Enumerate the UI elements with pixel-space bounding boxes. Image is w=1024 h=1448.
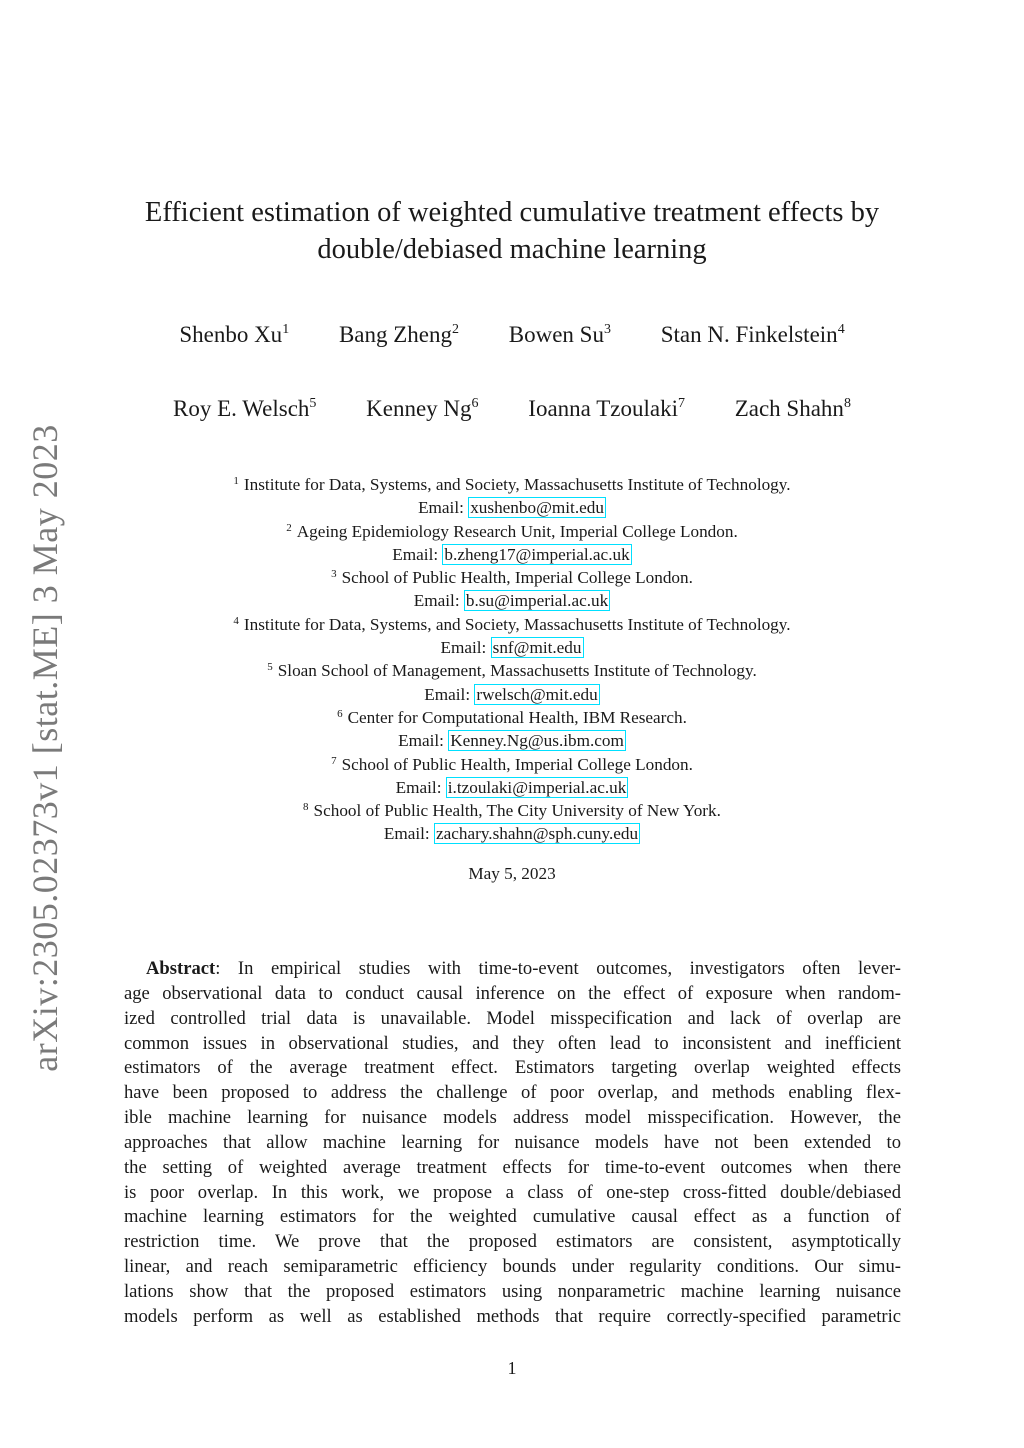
author-row (0, 322, 1024, 348)
author-name: Bang Zheng (338, 322, 452, 347)
author (509, 322, 611, 348)
abstract-line: have been proposed to address the challenge of poor overlap, and methods enabling flex- (124, 1082, 901, 1104)
abstract-line: the setting of weighted average treatment effects for time-to-event outcomes when there (124, 1156, 901, 1178)
abstract-line: estimators of the average treatment effect. Estimators targeting overlap weighted effects (124, 1057, 901, 1079)
email-label: Email: (395, 777, 442, 797)
affiliation (0, 753, 1024, 776)
arxiv-identifier: arXiv:2305.02373v1 [stat.ME] 3 May 2023 (25, 424, 65, 1072)
affiliation-text: School of Public Health, Imperial College London. (341, 568, 693, 588)
author-name: Ioanna Tzoulaki (528, 396, 678, 421)
email-label: Email: (424, 684, 471, 704)
affiliation (0, 613, 1024, 636)
abstract (124, 957, 901, 1330)
affiliation-email-line (0, 543, 1024, 566)
author-mark: 8 (843, 396, 851, 411)
affiliation-mark: 1 (233, 475, 239, 487)
affiliation-mark: 3 (331, 568, 337, 581)
author (528, 396, 685, 422)
affiliation (0, 566, 1024, 589)
affiliation-text: Institute for Data, Systems, and Society, Massachusetts Institute of Technology. (243, 614, 791, 634)
author-name: Kenney Ng (366, 396, 472, 421)
author (366, 396, 478, 422)
affiliation-mark: 7 (331, 754, 337, 767)
affiliation-mark: 5 (267, 661, 273, 674)
abstract-line: models perform as well as established methods that require correctly-specified parametric (124, 1305, 901, 1327)
author-name: Zach Shahn (734, 396, 844, 421)
email-label: Email: (440, 638, 487, 658)
author (735, 396, 851, 422)
author (179, 322, 289, 348)
author-mark: 6 (471, 396, 479, 411)
affiliation-email-line (0, 683, 1024, 706)
affiliation (0, 473, 1024, 496)
email-link[interactable]: Kenney.Ng@us.ibm.com (450, 731, 624, 751)
email-label: Email: (413, 591, 460, 611)
email-link[interactable]: b.zheng17@imperial.ac.uk (444, 544, 630, 564)
author (661, 322, 845, 348)
title-line: double/debiased machine learning (317, 234, 707, 265)
publication-date: May 5, 2023 (468, 864, 556, 883)
author-name: Stan N. Finkelstein (660, 322, 838, 347)
abstract-line: approaches that allow machine learning for nuisance models have not been extended to (124, 1131, 901, 1153)
author-name: Roy E. Welsch (173, 396, 310, 421)
author-name: Bowen Su (508, 322, 604, 347)
abstract-line (124, 957, 901, 982)
affiliation-text: Ageing Epidemiology Research Unit, Imperial College London. (296, 521, 738, 541)
email-label: Email: (392, 544, 439, 564)
author-mark: 2 (452, 322, 459, 337)
email-link[interactable]: i.tzoulaki@imperial.ac.uk (447, 777, 627, 797)
abstract-line: ized controlled trial data is unavailable. Model misspecification and lack of overlap are (124, 1007, 901, 1029)
affiliation (0, 706, 1024, 729)
affiliation-email-line (0, 822, 1024, 845)
author-row (0, 396, 1024, 422)
affiliation-email-line (0, 589, 1024, 612)
affiliation-email-line (0, 496, 1024, 519)
affiliation-text: Institute for Data, Systems, and Society, Massachusetts Institute of Technology. (243, 475, 791, 494)
affiliation (0, 799, 1024, 822)
affiliation-mark: 2 (286, 521, 292, 534)
paper-title (110, 194, 914, 268)
author-mark: 7 (677, 396, 685, 411)
author-name: Shenbo Xu (179, 322, 283, 347)
page-number: 1 (507, 1358, 517, 1378)
author-mark: 3 (603, 322, 611, 337)
email-label: Email: (398, 731, 444, 751)
abstract-line: age observational data to conduct causal inference on the effect of exposure when random- (124, 982, 901, 1004)
affiliation-email-line (0, 636, 1024, 659)
abstract-line: ible machine learning for nuisance models address model misspecification. However, the (124, 1107, 901, 1129)
affiliation-text: School of Public Health, The City University of New York. (313, 801, 721, 821)
abstract-line: machine learning estimators for the weighted cumulative causal effect as a function of (124, 1206, 901, 1228)
email-label: Email: (383, 824, 430, 844)
affiliation-text: School of Public Health, Imperial College London. (341, 754, 693, 774)
abstract-line: lations show that the proposed estimators using nonparametric machine learning nuisance (124, 1280, 901, 1302)
affiliation (0, 659, 1024, 682)
email-link[interactable]: zachary.shahn@sph.cuny.edu (436, 824, 639, 844)
affiliation-text: Sloan School of Management, Massachusetts Institute of Technology. (277, 661, 757, 681)
author-mark: 1 (282, 322, 290, 337)
affiliation-mark: 6 (337, 707, 343, 720)
abstract-line-text: : In empirical studies with time-to-event outcomes, investigators often lever- (215, 958, 901, 979)
email-link[interactable]: b.su@imperial.ac.uk (465, 591, 609, 611)
affiliation (0, 520, 1024, 543)
affiliation-text: Center for Computational Health, IBM Research. (347, 707, 687, 727)
author (173, 396, 316, 422)
email-link[interactable]: snf@mit.edu (492, 638, 582, 658)
abstract-line: restriction time. We prove that the proposed estimators are consistent, asymptotically (124, 1231, 901, 1253)
author-mark: 5 (309, 396, 317, 411)
title-line: Efficient estimation of weighted cumulative treatment effects by (144, 197, 880, 228)
author-mark: 4 (837, 322, 845, 337)
email-link[interactable]: rwelsch@mit.edu (476, 684, 598, 704)
abstract-label: Abstract (146, 958, 216, 979)
affiliations-list (0, 473, 1024, 846)
affiliation-email-line (0, 776, 1024, 799)
email-link[interactable]: xushenbo@mit.edu (470, 498, 604, 518)
abstract-line: linear, and reach semiparametric efficiency bounds under regularity conditions. Our simu- (124, 1256, 901, 1278)
email-label: Email: (418, 498, 464, 518)
abstract-line: common issues in observational studies, and they often lead to inconsistent and inefficient (124, 1032, 901, 1054)
abstract-line: is poor overlap. In this work, we propose a class of one-step cross-fitted double/debiased (124, 1181, 901, 1203)
affiliation-email-line (0, 729, 1024, 752)
author (339, 322, 459, 348)
affiliation-mark: 4 (233, 614, 239, 627)
affiliation-mark: 8 (303, 801, 309, 814)
